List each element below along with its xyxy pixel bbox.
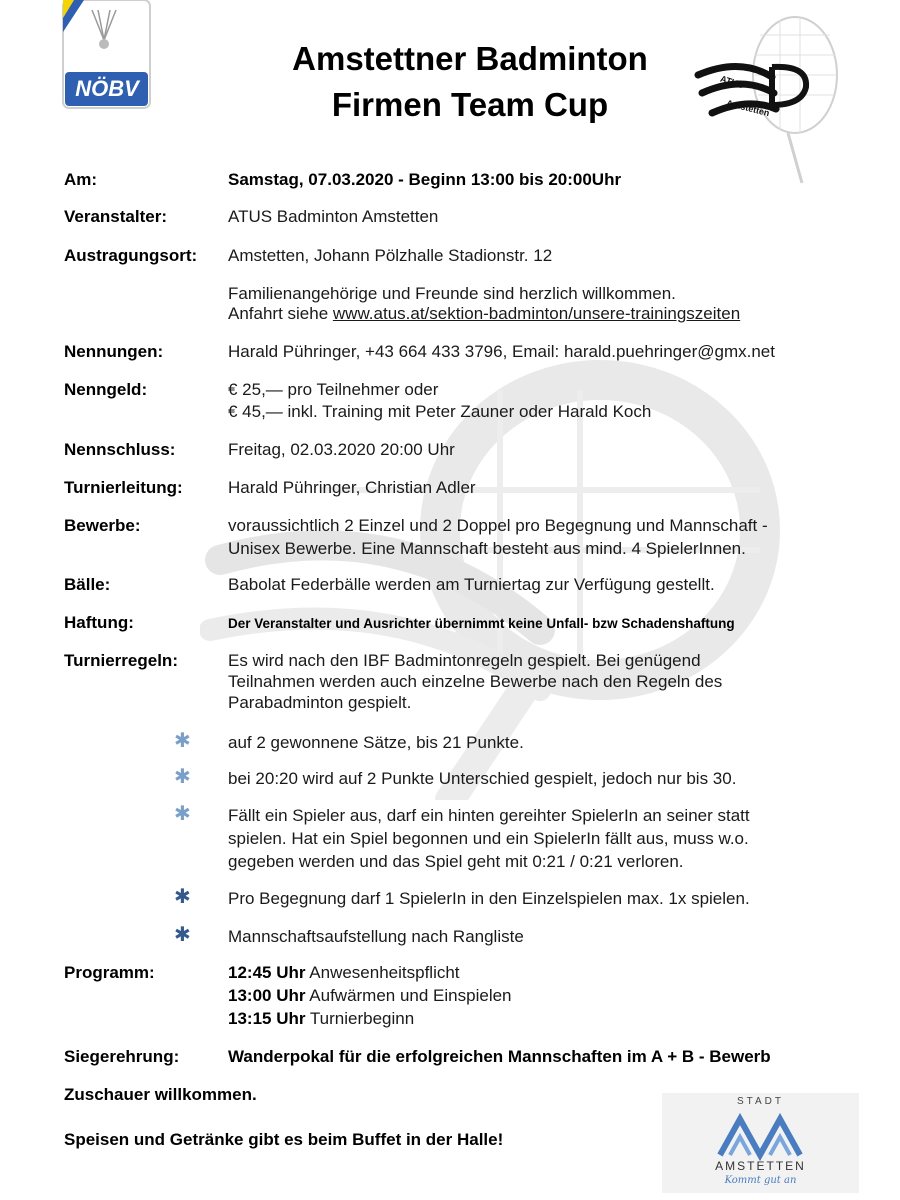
bullet-star-icon: ✱	[174, 766, 191, 788]
page-title-line2: Firmen Team Cup	[331, 86, 609, 123]
austragungsort-label: Austragungsort:	[64, 246, 198, 265]
watermark-racket-graphic	[200, 330, 840, 800]
haftung-label: Haftung:	[64, 613, 134, 632]
nennschluss-value: Freitag, 02.03.2020 20:00 Uhr	[228, 440, 455, 459]
nenngeld-line1: € 25,— pro Teilnehmer oder	[228, 380, 439, 399]
austragungsort-note: Familienangehörige und Freunde sind herzlich willkommen.	[228, 284, 676, 303]
rule-bullet-2: bei 20:20 wird auf 2 Punkte Unterschied gespielt, jedoch nur bis 30.	[228, 769, 737, 788]
am-value: Samstag, 07.03.2020 - Beginn 13:00 bis 20:00Uhr	[228, 170, 622, 189]
programm-item	[228, 963, 460, 983]
programm-text: Turnierbeginn	[305, 1009, 415, 1028]
turnierregeln-label: Turnierregeln:	[64, 651, 178, 670]
stadt-logo-name: AMSTETTEN	[715, 1159, 806, 1173]
baelle-value: Babolat Federbälle werden am Turniertag zur Verfügung gestellt.	[228, 575, 715, 594]
turnierregeln-line1: Es wird nach den IBF Badmintonregeln gespielt. Bei genügend	[228, 651, 701, 670]
footer-buffet: Speisen und Getränke gibt es beim Buffet in der Halle!	[64, 1130, 504, 1149]
nobv-logo-text: NÖBV	[75, 76, 139, 101]
rule-bullet-3-line2: spielen. Hat ein Spiel begonnen und ein SpielerIn fällt aus, muss w.o.	[228, 829, 749, 848]
turnierleitung-label: Turnierleitung:	[64, 478, 183, 497]
baelle-label: Bälle:	[64, 575, 111, 594]
siegerehrung-label: Siegerehrung:	[64, 1047, 180, 1066]
austragungsort-value: Amstetten, Johann Pölzhalle Stadionstr. 12	[228, 246, 553, 265]
bewerbe-label: Bewerbe:	[64, 516, 141, 535]
nobv-logo	[62, 0, 152, 110]
rule-bullet-1: auf 2 gewonnene Sätze, bis 21 Punkte.	[228, 733, 524, 752]
veranstalter-value: ATUS Badminton Amstetten	[228, 207, 439, 226]
nenngeld-line2: € 45,— inkl. Training mit Peter Zauner oder Harald Koch	[228, 402, 652, 421]
nennschluss-label: Nennschluss:	[64, 440, 176, 459]
atus-logo-subtext: Amstetten	[725, 97, 771, 119]
stadt-logo-slogan: Kommt gut an	[724, 1175, 797, 1186]
rule-bullet-4: Pro Begegnung darf 1 SpielerIn in den Einzelspielen max. 1x spielen.	[228, 889, 750, 908]
bullet-star-icon: ✱	[174, 730, 191, 752]
page-title-line1: Amstettner Badminton	[292, 40, 648, 77]
programm-item	[228, 986, 512, 1006]
bullet-star-icon: ✱	[174, 803, 191, 825]
programm-time: 13:15 Uhr	[228, 1009, 306, 1028]
directions-link[interactable]: www.atus.at/sektion-badminton/unsere-trainingszeiten	[332, 304, 741, 323]
programm-time: 13:00 Uhr	[228, 986, 306, 1005]
programm-text: Anwesenheitspflicht	[305, 963, 460, 982]
rule-bullet-3-line1: Fällt ein Spieler aus, darf ein hinten gereihter SpielerIn an seiner statt	[228, 806, 750, 825]
directions-prefix: Anfahrt siehe	[228, 304, 333, 323]
turnierregeln-line2: Teilnahmen werden auch einzelne Bewerbe nach den Regeln des	[228, 672, 723, 691]
rule-bullet-3-line3: gegeben werden und das Spiel geht mit 0:21 / 0:21 verloren.	[228, 852, 684, 871]
turnierleitung-value: Harald Pühringer, Christian Adler	[228, 478, 476, 497]
rule-bullet-5: Mannschaftsaufstellung nach Rangliste	[228, 927, 524, 946]
nennungen-value: Harald Pühringer, +43 664 433 3796, Email: harald.puehringer@gmx.net	[228, 342, 775, 361]
haftung-value: Der Veranstalter und Ausrichter übernimmt keine Unfall- bzw Schadenshaftung	[228, 616, 735, 631]
austragungsort-directions	[228, 304, 740, 324]
nennungen-label: Nennungen:	[64, 342, 164, 361]
veranstalter-label: Veranstalter:	[64, 207, 167, 226]
bullet-star-icon: ✱	[174, 924, 191, 946]
stadt-amstetten-logo	[662, 1093, 859, 1193]
programm-label: Programm:	[64, 963, 155, 982]
footer-spectators: Zuschauer willkommen.	[64, 1085, 257, 1104]
nenngeld-label: Nenngeld:	[64, 380, 148, 399]
bullet-star-icon: ✱	[174, 886, 191, 908]
programm-item	[228, 1009, 414, 1029]
stadt-logo-top: STADT	[736, 1096, 785, 1107]
programm-time: 12:45 Uhr	[228, 963, 306, 982]
programm-text: Aufwärmen und Einspielen	[305, 986, 512, 1005]
siegerehrung-value: Wanderpokal für die erfolgreichen Mannschaften im A + B - Bewerb	[228, 1047, 771, 1066]
atus-logo-text: ATUS	[719, 73, 745, 91]
am-label: Am:	[64, 170, 98, 189]
bewerbe-line1: voraussichtlich 2 Einzel und 2 Doppel pro Begegnung und Mannschaft -	[228, 516, 768, 535]
turnierregeln-line3: Parabadminton gespielt.	[228, 693, 412, 712]
bewerbe-line2: Unisex Bewerbe. Eine Mannschaft besteht aus mind. 4 SpielerInnen.	[228, 539, 746, 558]
